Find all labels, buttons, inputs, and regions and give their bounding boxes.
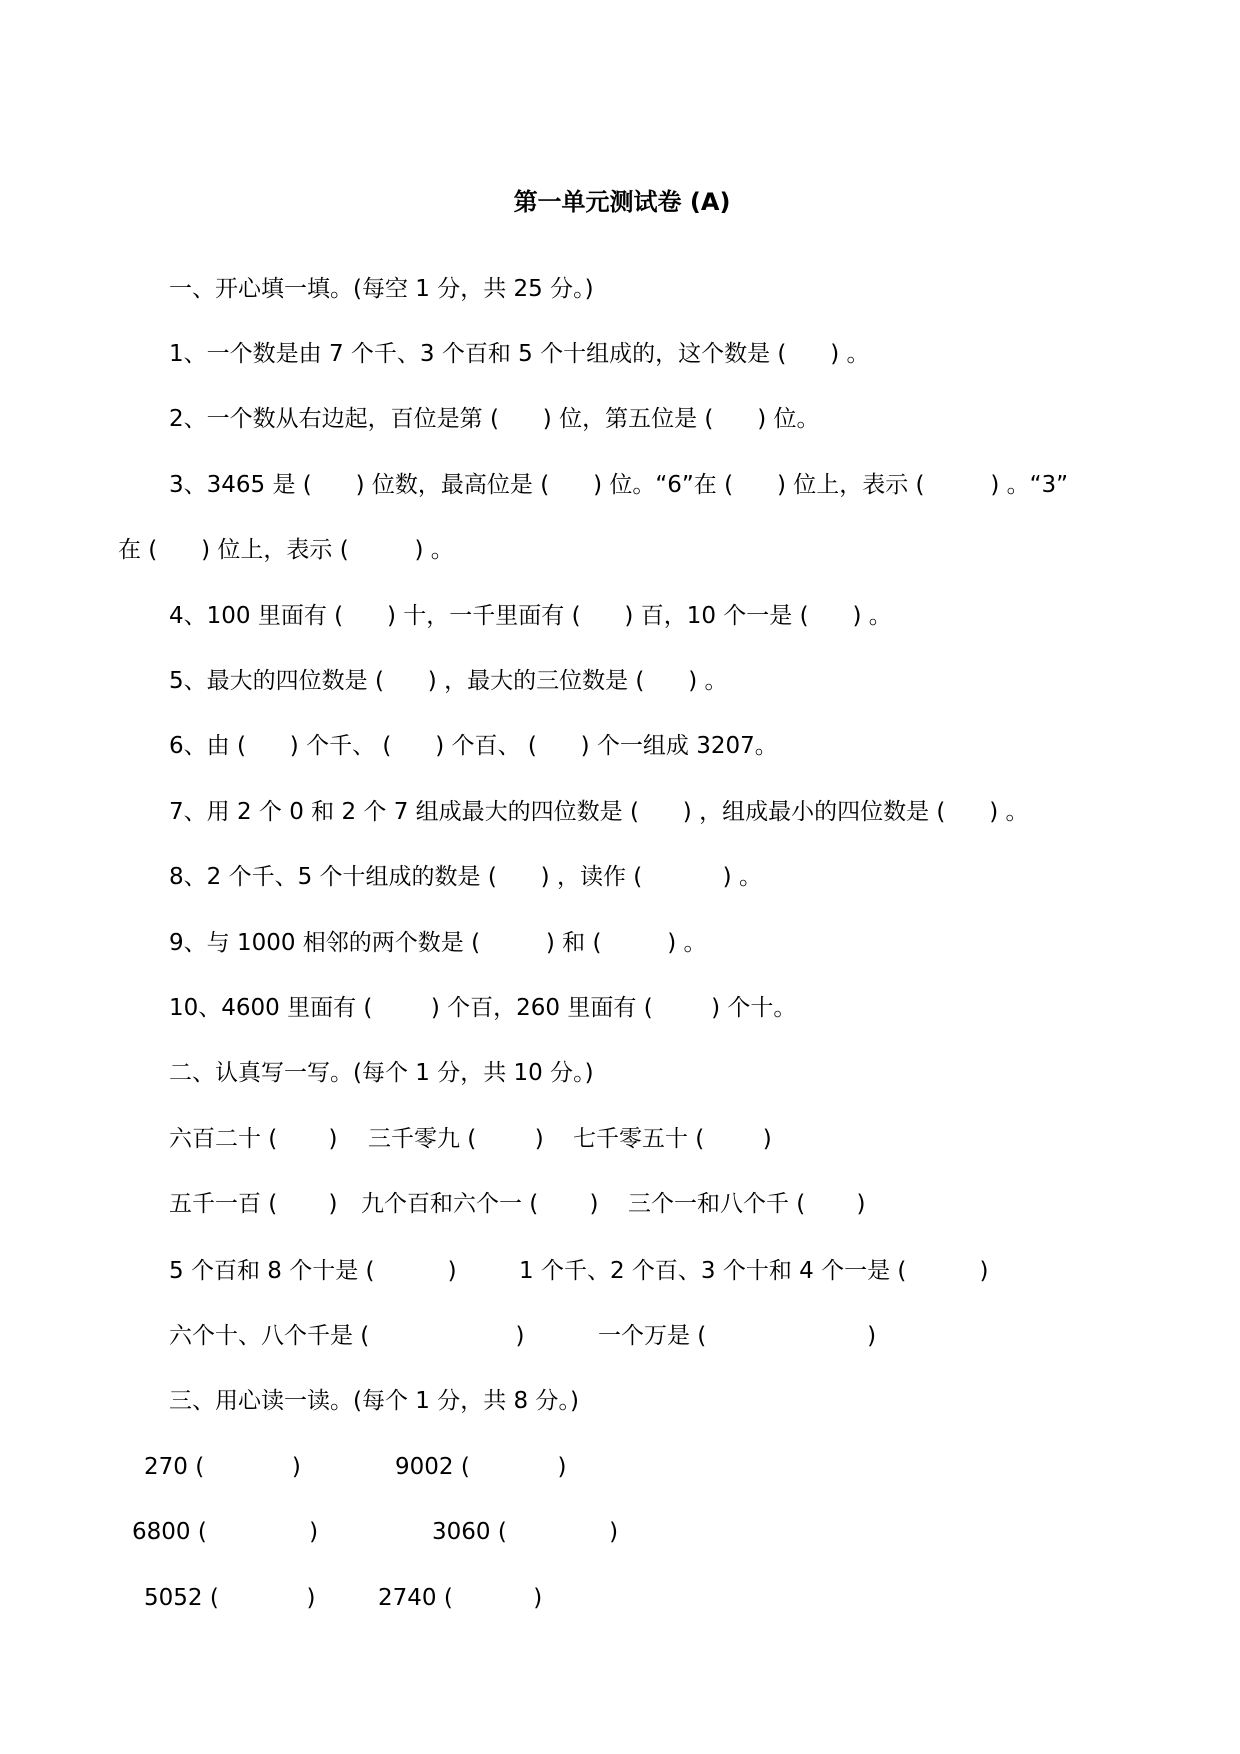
write-item: 5 个百和 8 个十是 ( )	[169, 1258, 457, 1284]
write-item: 六个十、八个千是 ( )	[169, 1323, 525, 1349]
question-2: 2、一个数从右边起，百位是第 ( ) 位，第五位是 ( ) 位。	[169, 406, 820, 432]
section-2-heading: 二、认真写一写。(每个 1 分，共 10 分。)	[169, 1060, 594, 1086]
question-3: 3、3465 是 ( ) 位数，最高位是 ( ) 位。“6”在 ( ) 位上，表示 ( ) 。“3”	[169, 472, 1069, 498]
question-6: 6、由 ( ) 个千、 ( ) 个百、 ( ) 个一组成 3207。	[169, 733, 778, 759]
question-5: 5、最大的四位数是 ( ) ，最大的三位数是 ( ) 。	[169, 668, 728, 694]
read-item: 9002 ( )	[395, 1454, 567, 1480]
question-1: 1、一个数是由 7 个千、3 个百和 5 个十组成的，这个数是 ( ) 。	[169, 341, 870, 367]
write-item: 三个一和八个千 ( )	[628, 1191, 866, 1217]
section-1-heading: 一、开心填一填。(每空 1 分，共 25 分。)	[169, 276, 594, 302]
question-10: 10、4600 里面有 ( ) 个百，260 里面有 ( ) 个十。	[169, 995, 797, 1021]
question-8: 8、2 个千、5 个十组成的数是 ( ) ，读作 ( ) 。	[169, 864, 762, 890]
write-item: 1 个千、2 个百、3 个十和 4 个一是 ( )	[519, 1258, 989, 1284]
read-item: 3060 ( )	[432, 1519, 619, 1545]
read-item: 6800 ( )	[132, 1519, 319, 1545]
question-3-continued: 在 ( ) 位上，表示 ( ) 。	[118, 537, 454, 563]
read-item: 5052 ( )	[144, 1585, 316, 1611]
question-7: 7、用 2 个 0 和 2 个 7 组成最大的四位数是 ( ) ，组成最小的四位数是 ( ) 。	[169, 799, 1029, 825]
write-item: 一个万是 ( )	[598, 1323, 877, 1349]
page-title: 第一单元测试卷 (A)	[513, 188, 731, 216]
write-item: 九个百和六个一 ( )	[361, 1191, 599, 1217]
write-item: 五千一百 ( )	[169, 1191, 338, 1217]
question-4: 4、100 里面有 ( ) 十，一千里面有 ( ) 百，10 个一是 ( ) 。	[169, 603, 892, 629]
write-item: 六百二十 ( )	[169, 1126, 338, 1152]
read-item: 2740 ( )	[378, 1585, 543, 1611]
question-9: 9、与 1000 相邻的两个数是 ( ) 和 ( ) 。	[169, 930, 707, 956]
read-item: 270 ( )	[144, 1454, 301, 1480]
write-item: 七千零五十 ( )	[573, 1126, 772, 1152]
write-item: 三千零九 ( )	[368, 1126, 544, 1152]
section-3-heading: 三、用心读一读。(每个 1 分，共 8 分。)	[169, 1388, 579, 1414]
